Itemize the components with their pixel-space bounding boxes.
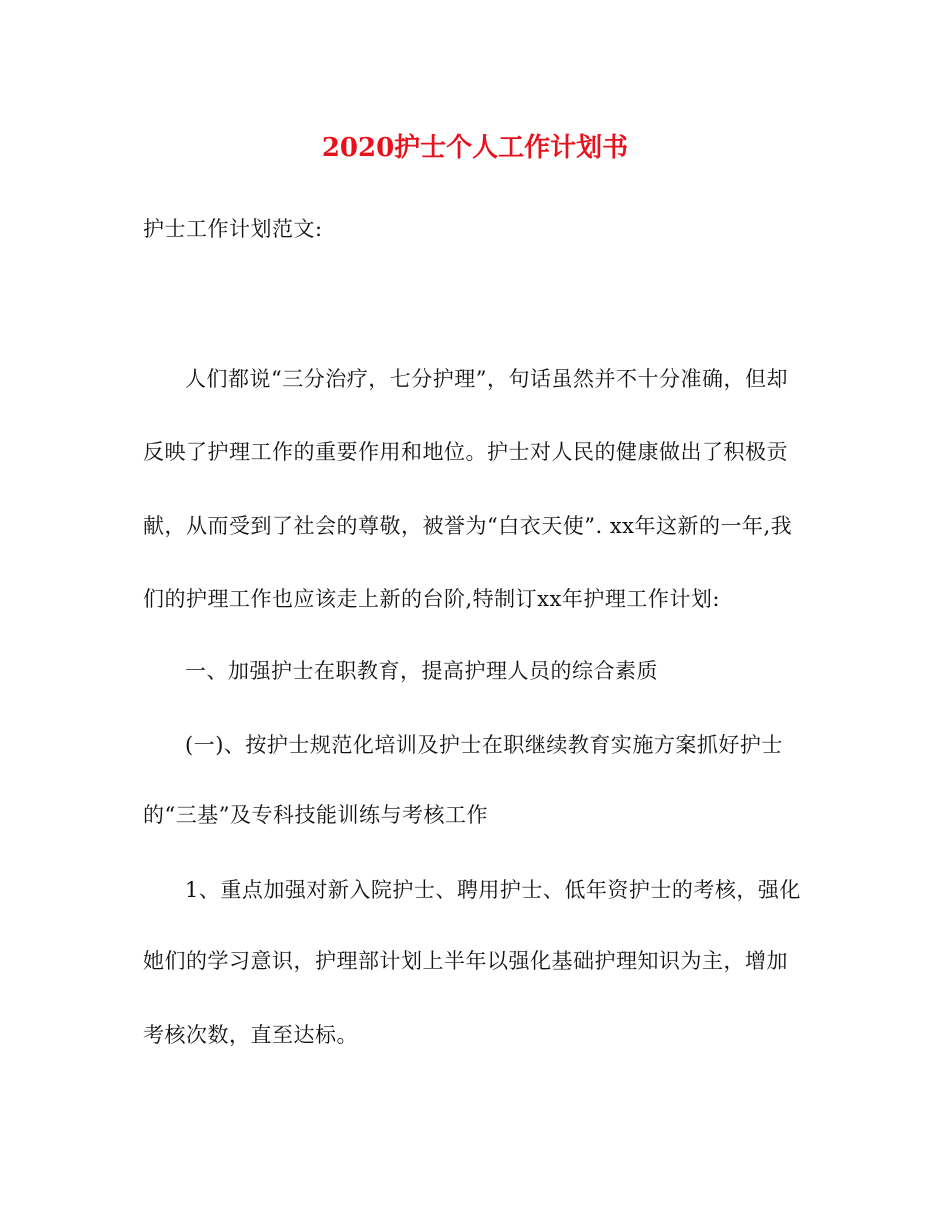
paragraph-line: 反映了护理工作的重要作用和地位。护士对人民的健康做出了积极贡 <box>143 440 788 464</box>
paragraph-line: 们的护理工作也应该走上新的台阶,特制订xx年护理工作计划: <box>143 587 720 611</box>
item-line: 她们的学习意识，护理部计划上半年以强化基础护理知识为主，增加 <box>143 949 788 973</box>
section-heading: 一、加强护士在职教育，提高护理人员的综合素质 <box>185 659 658 683</box>
document-subtitle: 护士工作计划范文: <box>143 217 323 241</box>
paragraph-line: 人们都说“三分治疗，七分护理”，句话虽然并不十分准确，但却 <box>185 367 788 391</box>
paragraph-line: 献，从而受到了社会的尊敬，被誉为“白衣天使”. xx年这新的一年,我 <box>143 514 793 538</box>
subsection-line: (一)、按护士规范化培训及护士在职继续教育实施方案抓好护士 <box>185 733 783 757</box>
document-title: 2020护士个人工作计划书 <box>321 133 629 163</box>
item-line: 考核次数，直至达标。 <box>143 1023 358 1047</box>
subsection-line: 的“三基”及专科技能训练与考核工作 <box>143 803 488 827</box>
item-line: 1、重点加强对新入院护士、聘用护士、低年资护士的考核，强化 <box>185 878 801 902</box>
